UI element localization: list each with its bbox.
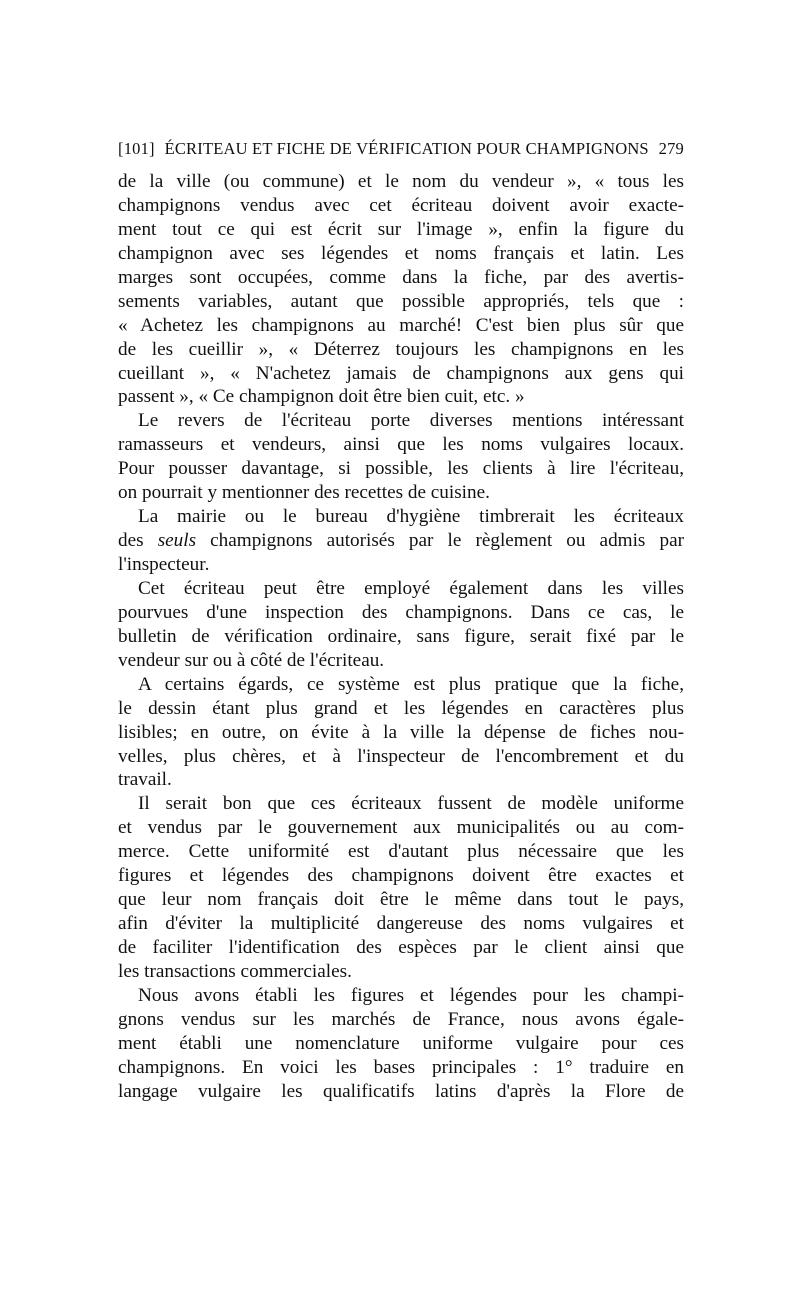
text-line: travail. <box>118 769 172 791</box>
body-text <box>118 170 684 1104</box>
text-line: ment établi une nomenclature uniforme vulgaire pour ces <box>118 1032 684 1054</box>
text-line: les transactions commerciales. <box>118 960 352 982</box>
text-line: afin d'éviter la multiplicité dangereuse des noms vulgaires et <box>118 913 684 935</box>
text-line: de la ville (ou commune) et le nom du vendeur », « tous les <box>118 171 684 192</box>
italic-word: seuls <box>157 530 197 552</box>
running-head-title: ÉCRITEAU ET FICHE DE VÉRIFICATION POUR CHAMPIGNONS <box>164 139 649 158</box>
text-line: champignon avec ses légendes et noms français et latin. Les <box>118 242 684 264</box>
text-line: figures et légendes des champignons doivent être exactes et <box>118 865 684 887</box>
text-line: « Achetez les champignons au marché! C'est bien plus sûr que <box>118 314 684 336</box>
text-line: marges sont occupées, comme dans la fiche, par des avertis- <box>118 266 684 288</box>
text-line: ramasseurs et vendeurs, ainsi que les noms vulgaires locaux. <box>118 434 684 456</box>
text-line: Cet écriteau peut être employé également dans les villes <box>138 577 684 599</box>
text-fragment: champignons autorisés par le règlement ou admis par <box>196 530 684 552</box>
text-fragment: des <box>118 530 158 552</box>
text-line: gnons vendus sur les marchés de France, nous avons égale- <box>118 1008 684 1030</box>
running-head <box>118 139 684 159</box>
text-line: on pourrait y mentionner des recettes de cuisine. <box>118 482 490 504</box>
text-line: de faciliter l'identification des espèces par le client ainsi que <box>118 937 684 958</box>
text-line: cueillant », « N'achetez jamais de champignons aux gens qui <box>118 362 684 384</box>
text-line: champignons vendus avec cet écriteau doivent avoir exacte- <box>118 194 684 216</box>
text-line: sements variables, autant que possible appropriés, tels que : <box>118 290 684 312</box>
text-line: lisibles; en outre, on évite à la ville la dépense de fiches nou- <box>118 721 684 743</box>
text-line: Pour pousser davantage, si possible, les clients à lire l'écriteau, <box>118 458 684 480</box>
text-line: et vendus par le gouvernement aux municipalités ou au com- <box>118 817 684 839</box>
text-line: l'inspecteur. <box>118 554 210 575</box>
text-line: passent », « Ce champignon doit être bien cuit, etc. » <box>118 386 525 408</box>
text-line: champignons. En voici les bases principales : 1° traduire en <box>118 1056 684 1078</box>
text-line: vendeur sur ou à côté de l'écriteau. <box>118 649 385 671</box>
text-line: de les cueillir », « Déterrez toujours les champignons en les <box>118 338 684 360</box>
text-line: Le revers de l'écriteau porte diverses mentions intéressant <box>138 410 684 432</box>
text-line: La mairie ou le bureau d'hygiène timbrerait les écriteaux <box>138 506 684 528</box>
section-number: [101] <box>118 139 155 158</box>
text-line: velles, plus chères, et à l'inspecteur de l'encombrement et du <box>118 745 684 767</box>
text-line: A certains égards, ce système est plus pratique que la fiche, <box>138 673 684 695</box>
text-line: langage vulgaire les qualificatifs latins d'après la Flore de <box>118 1080 684 1102</box>
text-line: pourvues d'une inspection des champignons. Dans ce cas, le <box>118 601 684 623</box>
text-line: bulletin de vérification ordinaire, sans figure, serait fixé par le <box>118 625 684 647</box>
page-number: 279 <box>658 139 684 158</box>
text-line: merce. Cette uniformité est d'autant plus nécessaire que les <box>118 841 684 863</box>
text-line <box>118 529 684 553</box>
text-line: le dessin étant plus grand et les légendes en caractères plus <box>118 697 684 719</box>
text-line: ment tout ce qui est écrit sur l'image », enfin la figure du <box>118 218 684 240</box>
text-line: Il serait bon que ces écriteaux fussent de modèle uniforme <box>138 793 684 815</box>
text-line: Nous avons établi les figures et légendes pour les champi- <box>138 984 684 1006</box>
text-line: que leur nom français doit être le même dans tout le pays, <box>118 889 684 911</box>
